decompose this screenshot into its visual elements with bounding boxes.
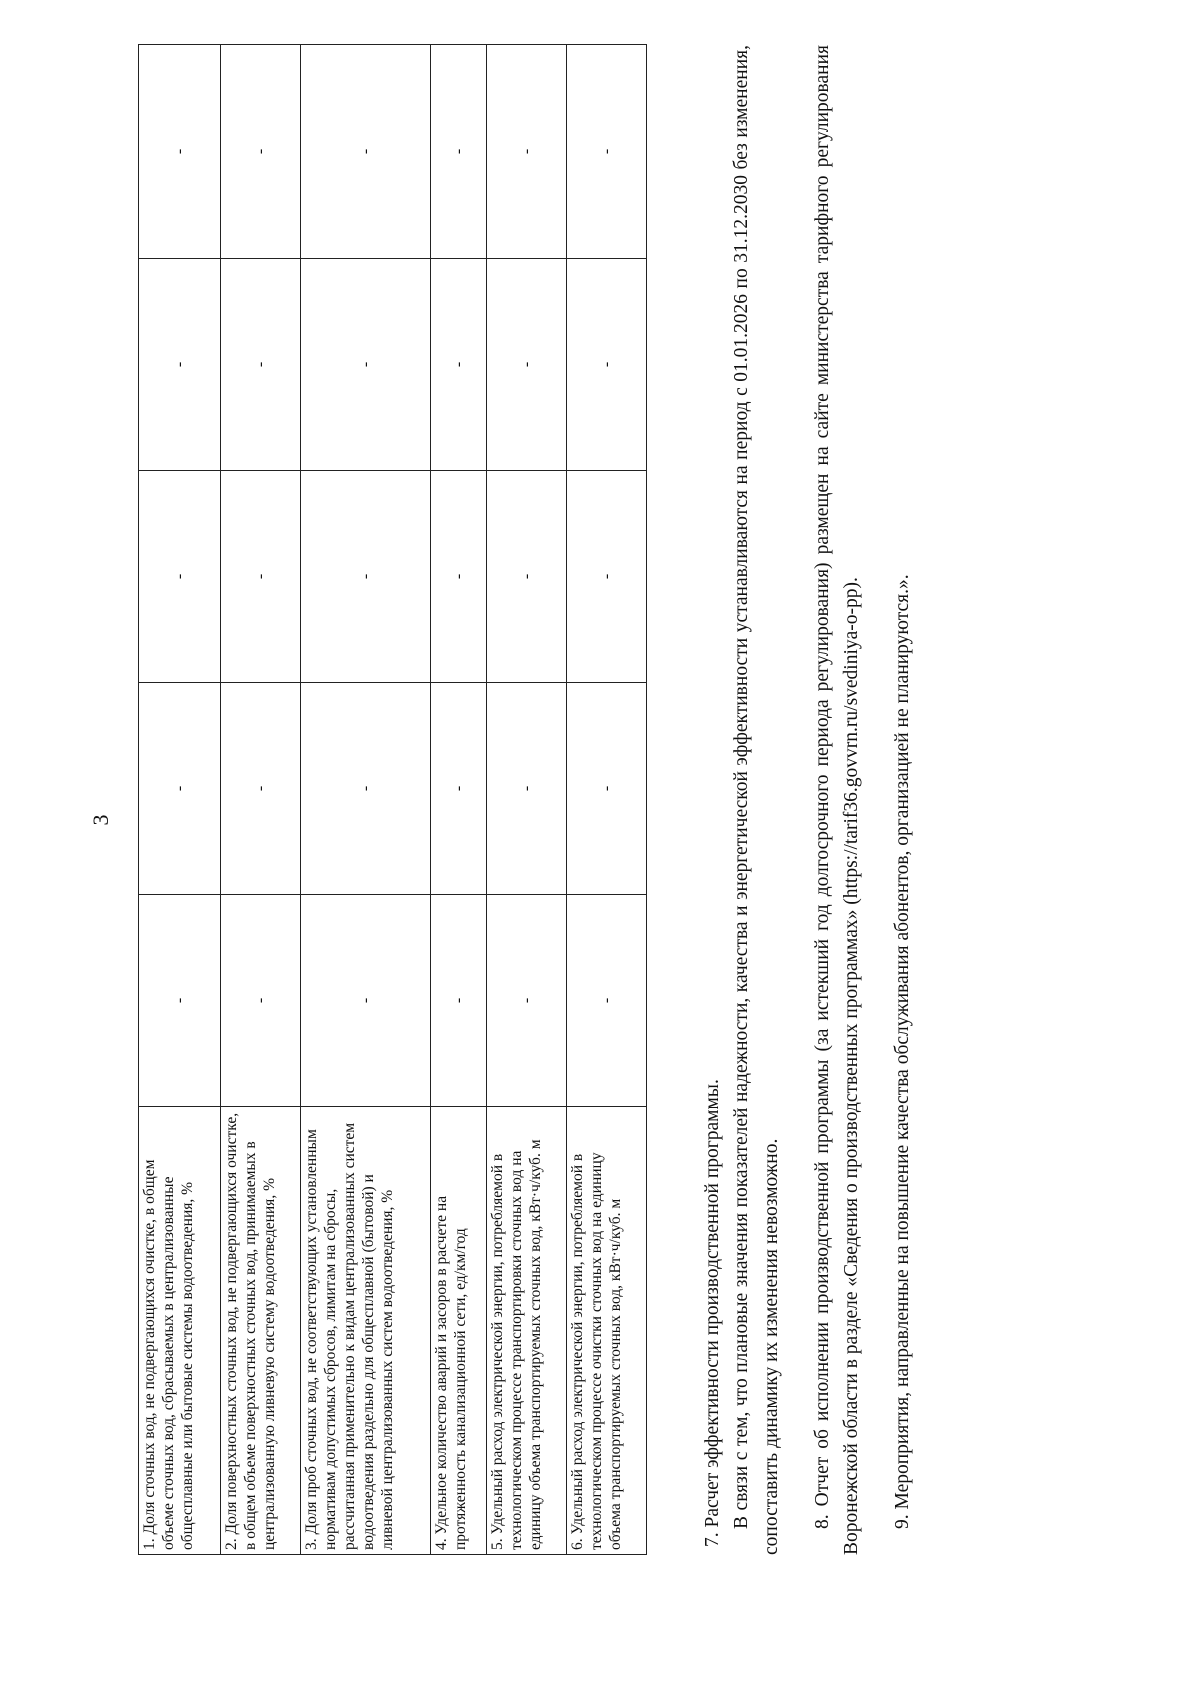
indicator-value-cell: - — [139, 683, 221, 895]
indicator-name-cell: 1. Доля сточных вод, не подвергающихся очистке, в общем объеме сточных вод, сбрасываемых в централизованные общесплавные или бытовые системы водоотведения, % — [139, 1107, 221, 1555]
indicator-value-cell: - — [221, 45, 301, 259]
table-row — [567, 45, 647, 1555]
indicator-value-cell: - — [139, 45, 221, 259]
sections-text — [698, 45, 918, 1555]
table-row — [487, 45, 567, 1555]
indicator-value-cell: - — [487, 895, 567, 1107]
indicators-table — [138, 44, 647, 1555]
indicator-value-cell: - — [221, 683, 301, 895]
table-row — [301, 45, 431, 1555]
indicator-name-cell: 3. Доля проб сточных вод, не соответствующих установленным нормативам допустимых сбросов, лимитам на сбросы, рассчитанная применительно к видам централизованных систем водоотведения раздельно для общесплавной (бытовой) и ливневой централизованных систем водоотведения, % — [301, 1107, 431, 1555]
indicator-value-cell: - — [431, 45, 487, 259]
table-row — [139, 45, 221, 1555]
indicator-value-cell: - — [567, 895, 647, 1107]
indicator-value-cell: - — [567, 259, 647, 471]
indicator-value-cell: - — [139, 471, 221, 683]
table-row — [431, 45, 487, 1555]
table-row — [221, 45, 301, 1555]
indicator-value-cell: - — [301, 683, 431, 895]
indicator-value-cell: - — [301, 45, 431, 259]
indicator-value-cell: - — [139, 895, 221, 1107]
indicator-value-cell: - — [487, 259, 567, 471]
indicator-value-cell: - — [431, 895, 487, 1107]
spacer — [786, 45, 808, 1555]
indicator-name-cell: 5. Удельный расход электрической энергии, потребляемой в технологическом процессе транспортировки сточных вод на единицу объема транспортируемых сточных вод, кВт·ч/куб. м — [487, 1107, 567, 1555]
indicator-value-cell: - — [487, 45, 567, 259]
indicator-value-cell: - — [567, 683, 647, 895]
indicator-value-cell: - — [487, 683, 567, 895]
section-7-title: 7. Расчет эффективности производственной программы. — [702, 1079, 723, 1547]
indicator-value-cell: - — [567, 45, 647, 259]
indicator-name-cell: 4. Удельное количество аварий и засоров в расчете на протяженность канализационной сети, ед/км/год — [431, 1107, 487, 1555]
indicator-value-cell: - — [431, 471, 487, 683]
indicator-value-cell: - — [221, 471, 301, 683]
indicator-value-cell: - — [221, 895, 301, 1107]
indicator-name-cell: 2. Доля поверхностных сточных вод, не подвергающихся очистке, в общем объеме поверхностных сточных вод, принимаемых в централизованную ливневую систему водоотведения, % — [221, 1107, 301, 1555]
indicator-value-cell: - — [139, 259, 221, 471]
indicator-value-cell: - — [301, 895, 431, 1107]
section-7-body: В связи с тем, что плановые значения показателей надежности, качества и энергетической эффективности устанавливаются на период с 01.01.2026 по 31.12.2030 без изменения, сопоставить динамику их изменения невозможно. — [731, 45, 782, 1555]
indicator-value-cell: - — [487, 471, 567, 683]
indicator-value-cell: - — [431, 683, 487, 895]
spacer — [866, 45, 888, 1555]
page-number: 3 — [88, 814, 113, 826]
section-9-body: 9. Мероприятия, направленные на повышение качества обслуживания абонентов, организацией не планируются.». — [892, 574, 914, 1529]
section-8-body: 8. Отчет об исполнении производственной программы (за истекший год долгосрочного периода регулирования) размещен на сайте министерства тарифного регулирования Воронежской области в разделе «Сведения о производственных программах» (https://tarif36.govvrn.ru/svediniya-o-pp). — [811, 45, 862, 1555]
indicator-name-cell: 6. Удельный расход электрической энергии, потребляемой в технологическом процессе очистки сточных вод на единицу объема транспортируемых сточных вод, кВт·ч/куб. м — [567, 1107, 647, 1555]
indicator-value-cell: - — [301, 259, 431, 471]
indicator-value-cell: - — [301, 471, 431, 683]
indicator-value-cell: - — [431, 259, 487, 471]
rotated-document-content — [138, 45, 1138, 1555]
indicator-value-cell: - — [567, 471, 647, 683]
indicator-value-cell: - — [221, 259, 301, 471]
